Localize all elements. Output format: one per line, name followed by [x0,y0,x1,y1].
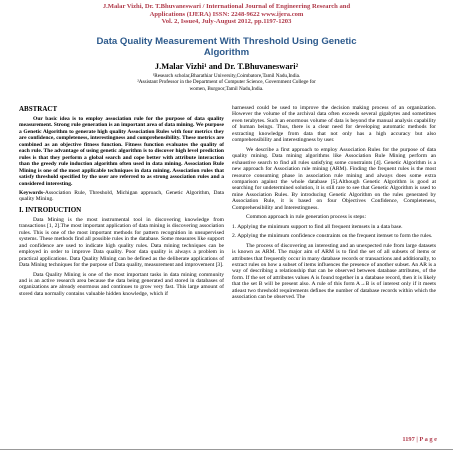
abstract-heading: ABSTRACT [19,105,58,113]
keywords-text: Association Rule, Threshold, Michigan approach, Genetic Algorithm, Data quality Mining. [19,189,224,203]
right-paragraph-1: harnessed could be used to improve the decision making process of an organization. However the volume of the archival data often exceeds several gigabytes and sometimes even terabytes. Such an enormous volume of data is beyond the manual analysis capability of human beings. Thus, there is a clear need for developing automatic methods for extracting knowledge from data that not only has a high accuracy but also comprehensibility and interestingness by user. [232,105,436,144]
page-number: 1197 | P a g e [402,436,437,443]
journal-line-2: Applications (IJERA) ISSN: 2248-9622 www.ijera.com [149,10,304,18]
affiliation-3: women, Burgoor,Tamil Nadu,India. [189,85,264,92]
intro-heading: I. INTRODUCTION [19,205,82,214]
keywords-label: Keywords- [19,189,45,196]
right-column [232,105,436,304]
abstract-text: Our basic idea is to employ association rule for the purpose of data quality measurement. Strong rule generation is an important area of data mining. We purpose a Genetic Algorithm to generate high quality Association Rules with four metrics they are confidence, completeness, interestingness and comprehensibility. These metrics are combined as an objective fitness function. Fitness function evaluates the quality of each rule. The advantage of using genetic algorithm is to discover high level prediction rules is that they perform a global search and cope better with attribute interaction than the greedy rule induction algorithm often used in data mining. Association Rule Mining is one of the most applicable techniques in data mining. Association rules that satisfy threshold specified by the user are referred to as strong association rules and a considered interesting. [19,116,224,187]
journal-line-3: Vol. 2, Issue4, July-August 2012, pp.1197-1203 [161,18,292,26]
journal-header [20,3,433,26]
affiliation-2: ²Assistant Professor in the Department of Computer Science, Government College for [137,79,316,86]
intro-paragraph-1: Data Mining is the most instrumental tool in discovering knowledge from transactions [1, 2].The most important application of data mining is discovering association rules. This is one of the most important methods for pattern recognition in unsupervised systems. These methods find all possible rules in the database. Some measures like support and confidence are used to indicate high quality rules. Data mining techniques can be employed in order to improve Data quality. Poor data quality is always a problem in practical applications. Data Quality Mining can be defined as the deliberate applications of Data Mining techniques for the purpose of Data quality, measurement and improvement [3]. [19,216,224,269]
right-paragraph-4: The process of discovering an interesting and an unexpected rule from large datasets is known as ARM. The major aim of ARM is to find the set of all subsets of items or attributes that frequently occur in many database records or transactions and additionally, to extract rules on how a subset of items influences the presence of another subset. An AR is a way of describing a relationship that can be observed between database attributes, of the form. If the set of attributes values A is found together in a database record, then it is likely that the set B will be present also. A rule of this form A→B is of interest only if it meets atleast two threshold requirements defines the number of database records within which the association can be observed. The [232,242,436,301]
keywords [19,190,224,203]
intro-paragraph-2: Data Quality Mining is one of the most important tasks in data mining community and is an active research area because the data being generated and stored in databases of organizations are already enormous and continues to grow very fast. This large amount of stored data normally contains valuable hidden knowledge, which if [19,271,224,297]
right-paragraph-2: We describe a first approach to employ Association Rules for the purpose of data quality mining. Data mining algorithms like Association Rule Mining perform an exhaustive search to find all rules satisfying some constraints [4]. Genetic Algorithm is a new approach for Association rule mining (ARM). Finding the frequent rules is the most resource consuming phase in association rule mining and always does some extra comparison against the whole database [5].Although Genetic Algorithm is good at searching for undetermined solution, it is still rare to see that Genetic Algorithm is used to mine Association Rules. By introducing Genetic Algorithm on the rules generated by Association Rule, it is based on four Objectives Confidence, Completeness, Comprehensibility and Interestingness. [232,146,436,211]
footer-rule [0,449,453,450]
step-1: 1. Applying the minimum support to find all frequent itemsets in a data base. [232,223,403,230]
paper-title [40,37,413,58]
authors: J.Malar Vizhi¹ and Dr. T.Bhuvaneswari² [154,62,299,71]
affiliations [80,73,373,92]
affiliation-1: ¹Research scholar,Bharathiar University,Coimbatore,Tamil Nadu,India. [152,73,301,79]
right-paragraph-3: Common approach in rule generation process is steps: [246,214,367,221]
step-2: 2. Applying the minimum confidence constraints on the frequent itemset to form the rules. [232,233,433,240]
journal-line-1: J.Malar Vizhi, Dr. T.Bhuvaneswari / International Journal of Engineering Research and [102,3,351,10]
left-column [19,105,224,300]
title-line-2: Algorithm [203,46,250,58]
title-line-1: Data Quality Measurement With Threshold Using Genetic [96,36,357,47]
